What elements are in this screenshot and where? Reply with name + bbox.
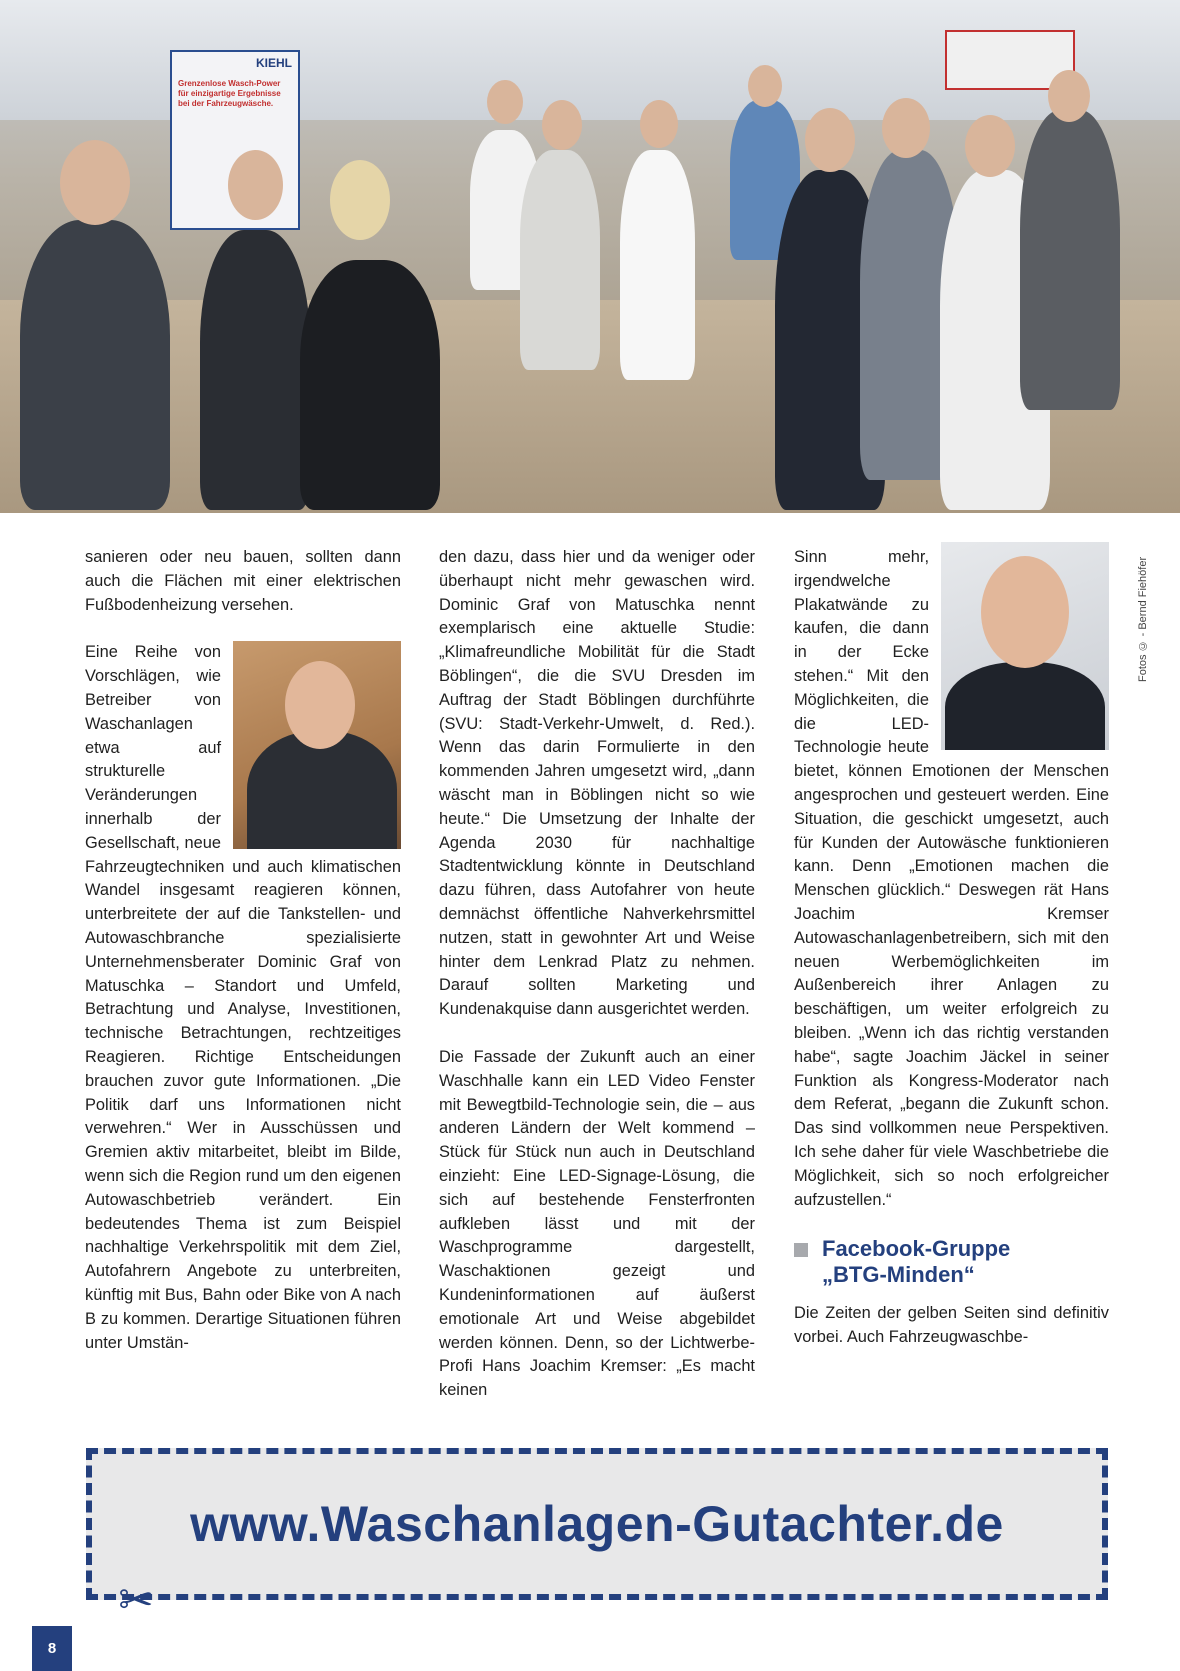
photo-credit: Fotos © - Bernd Fiehöfer — [1137, 556, 1149, 682]
attendee — [1020, 110, 1120, 410]
scissors-icon: ✂ — [118, 1576, 154, 1623]
attendee-head — [805, 108, 855, 172]
paragraph: den dazu, dass hier und da weniger oder überhaupt nicht mehr gewaschen wird. Dominic Graf von Matuschka nennt exemplarisch eine aktuelle Studie: „Klimafreundliche Mobilität für die Stadt Böblingen“, die die SVU Dresden im Auftrag der Stadt Böblingen durchführte (SVU: Stadt-Verkehr-Umwelt, d. Red.). Wenn das darin Formulierte in den kommenden Jahren umgesetzt wird, „dann wäscht man in Böblingen nicht so wie heute.“ Die Umsetzung der Inhalte der Agenda 2030 für nachhaltige Stadtentwicklung könnte in Deutschland dazu führen, dass Autofahrer von heute demnächst öffentliche Nahverkehrsmittel nutzen, statt in gewohnter Art und Weise hinter dem Lenkrad Platz zu nehmen. Darauf sollten Marketing und Kundenakquise dann ausgerichtet werden. — [439, 548, 755, 1019]
attendee-head — [965, 115, 1015, 177]
attendee-head — [60, 140, 130, 225]
paragraph-with-portrait — [85, 641, 401, 1355]
portrait-body — [945, 662, 1105, 750]
portrait-head — [285, 661, 355, 749]
article-column-2 — [439, 546, 755, 1403]
paragraph: Die Fassade der Zukunft auch an einer Waschhalle kann ein LED Video Fenster mit Bewegtbild-Technologie sein, die – aus anderen Ländern der Welt kommend – Stück für Stück nun auch in Deutschland einzieht: Eine LED-Signage-Lösung, die sich auf bestehende Fensterfronten aufkleben lässt und mit der Waschprogramme dargestellt, Waschaktionen gezeigt und Kundeninformationen auf äußerst emotionale Art und Weise abgebildet werden können. Denn, so der Lichtwerbe-Profi Hans Joachim Kremser: „Es macht keinen — [439, 1047, 755, 1400]
portrait-head — [981, 556, 1069, 668]
attendee-head — [228, 150, 283, 220]
speaker-portrait-kremser — [941, 542, 1109, 750]
attendee-head — [882, 98, 930, 158]
attendee — [200, 230, 310, 510]
kiehl-banner-brand: KIEHL — [256, 56, 292, 70]
paragraph-text: Eine Reihe von Vorschlägen, wie Betreiber von Waschanlagen etwa auf strukturelle Veränderungen innerhalb der Gesellschaft, neue Fahrzeugtechniken und auch klimatischen Wandel insgesamt reagieren können, unterbreitete der auf die Tankstellen- und Autowaschbranche spezialisierte Unternehmensberater Dominic Graf von Matuschka – Standort und Umfeld, Betrachtung und Analyse, Investitionen, technische Betrachtungen, rechtzeitiges Reagieren. Richtige Entscheidungen brauchen zuvor gute Informationen. „Die Politik darf uns Informationen nicht verwehren.“ Wer in Ausschüssen und Gremien aktiv mitarbeitet, bleibt im Bilde, wenn sich die Region rund um den eigenen Autowaschbetrieb verändert. Ein bedeutendes Thema ist zum Beispiel nachhaltige Verkehrspolitik mit dem Ziel, Autofahrern Angebote zu unterbreiten, künftig mit Bus, Bahn oder Bike von A nach B zu kommen. Derartige Situationen führen unter Umstän- — [85, 643, 401, 1352]
attendee-head — [640, 100, 678, 148]
speaker-portrait-graf-von-matuschka — [233, 641, 401, 849]
portrait-body — [247, 731, 397, 849]
heading-line-1: Facebook-Gruppe — [822, 1236, 1011, 1262]
paragraph: Die Zeiten der gelben Seiten sind definitiv vorbei. Auch Fahrzeugwaschbe- — [794, 1304, 1109, 1347]
attendee-head — [330, 160, 390, 240]
article-column-3 — [794, 546, 1109, 1350]
attendee-head — [1048, 70, 1090, 122]
coupon-url[interactable]: www.Waschanlagen-Gutachter.de — [190, 1496, 1004, 1552]
heading-square-icon — [794, 1243, 808, 1257]
section-heading — [794, 1236, 1109, 1288]
attendee — [20, 220, 170, 510]
attendee — [300, 260, 440, 510]
article-column-1 — [85, 546, 401, 1355]
paragraph-text: Sinn mehr, irgendwelche Plakatwände zu kaufen, die dann in der Ecke stehen.“ Mit den Möglichkeiten, die die LED-Technologie heute bietet, können Emotionen der Menschen angesprochen und gesteuert werden. Eine Situation, die geschickt umgesetzt, auch für Kunden der Autowäsche funktionieren kann. Denn „Emotionen machen die Menschen glücklich.“ Deswegen rät Hans Joachim Kremser Autowaschanlagenbetreibern, sich mit den neuen Werbemöglichkeiten im Außenbereich ihrer Anlagen zu beschäftigen, um weiter erfolgreich zu bleiben. „Wenn ich das richtig verstanden habe“, sagte Joachim Jäckel in seiner Funktion als Kongress-Moderator nach dem Referat, „begann die Zukunft schon. Das sind vollkommen neue Perspektiven. Ich sehe daher für viele Waschbetriebe die Möglichkeit, sich so noch erfolgreicher aufzustellen.“ — [794, 548, 1109, 1209]
attendee-head — [748, 65, 782, 107]
hero-photo — [0, 0, 1180, 513]
paragraph-with-portrait — [794, 546, 1109, 1212]
heading-line-2: „BTG-Minden“ — [822, 1262, 975, 1288]
attendee — [620, 150, 695, 380]
page-number: 8 — [32, 1626, 72, 1671]
attendee — [520, 150, 600, 370]
kiehl-banner-text: Grenzenlose Wasch-Power für einzigartige Ergebnisse bei der Fahrzeugwäsche. — [178, 79, 281, 108]
attendee-head — [542, 100, 582, 150]
paragraph: sanieren oder neu bauen, sollten dann auch die Flächen mit einer elektrischen Fußbodenheizung versehen. — [85, 548, 401, 614]
attendee-head — [487, 80, 523, 124]
cutout-coupon — [86, 1448, 1108, 1600]
